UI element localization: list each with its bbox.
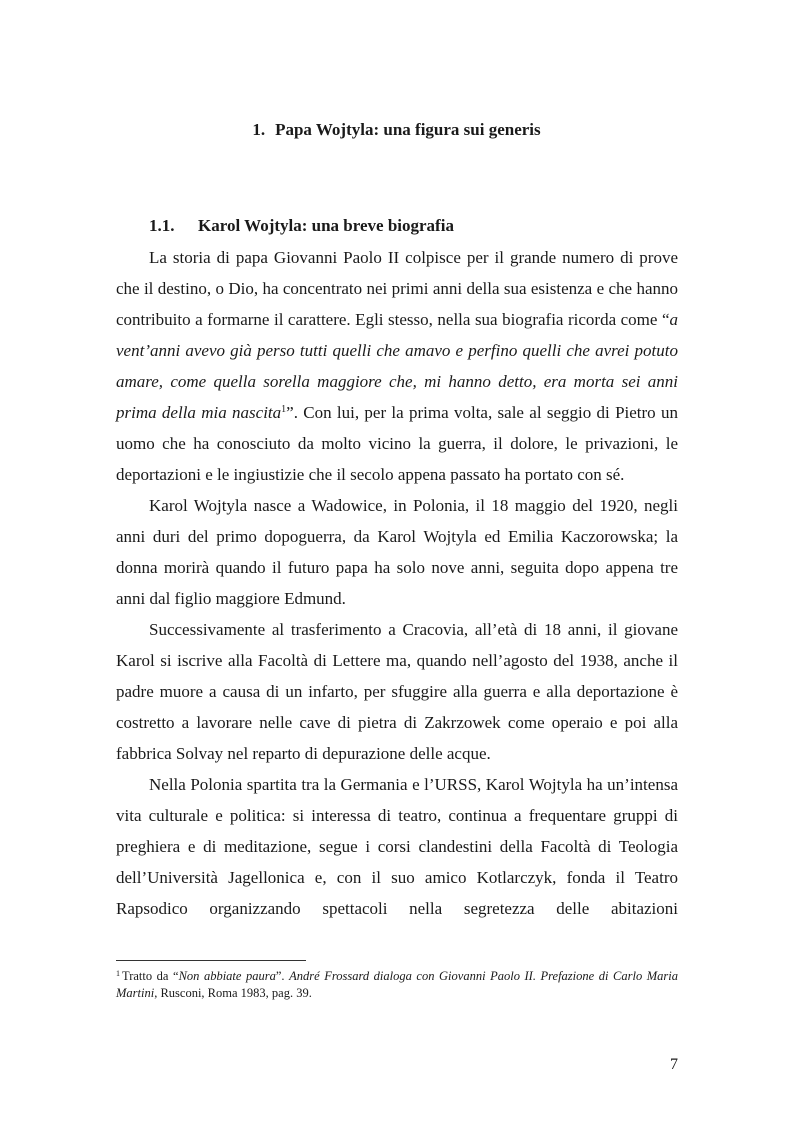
section-number: 1.1. <box>149 216 175 235</box>
footnote-divider <box>116 960 306 961</box>
chapter-title: Papa Wojtyla: una figura sui generis <box>275 120 541 139</box>
footnote-reference[interactable]: 1 <box>281 404 287 415</box>
paragraph-3: Successivamente al trasferimento a Cracovia, all’età di 18 anni, il giovane Karol si iscrive alla Facoltà di Lettere ma, quando nell’agosto del 1938, anche il padre muore a causa di un infarto, per sfuggire alla guerra e alla deportazione è costretto a lavorare nelle cave di pietra di Zakrzowek come operaio e poi alla fabbrica Solvay nel reparto di depurazione delle acque. <box>116 620 678 763</box>
section-title: Karol Wojtyla: una breve biografia <box>198 216 454 235</box>
footnote-number: 1 <box>116 969 120 978</box>
footnote-title: Non abbiate paura <box>178 969 276 983</box>
quote-italic: a vent’anni avevo già perso tutti quelli che amavo e perfino quelli che avrei potuto amare, come quella sorella maggiore che, mi hanno detto, era morta sei anni prima della mia nascita <box>116 310 678 422</box>
section-heading <box>149 216 454 236</box>
chapter-heading <box>0 120 793 140</box>
paragraph-4: Nella Polonia spartita tra la Germania e l’URSS, Karol Wojtyla ha un’intensa vita culturale e politica: si interessa di teatro, continua a frequentare gruppi di preghiera e di meditazione, segue i corsi clandestini della Facoltà di Teologia dell’Università Jagellonica e, con il suo amico Kotlarczyk, fonda il Teatro Rapsodico organizzando spettacoli nella segretezza delle abitazioni <box>116 775 678 918</box>
chapter-number: 1. <box>252 120 266 139</box>
paragraph-1: La storia di papa Giovanni Paolo II colpisce per il grande numero di prove che il destino, o Dio, ha concentrato nei primi anni della sua esistenza e che hanno contribuito a formarne il carattere. Egli stesso, nella sua biografia ricorda come “a vent’anni avevo già perso tutti quelli che amavo e perfino quelli che avrei potuto amare, come quella sorella maggiore che, mi hanno detto, era morta sei anni prima della mia nascita$^1$”. Con lui, per la prima volta, sale al seggio di Pietro un uomo che ha conosciuto da molto vicino la guerra, il dolore, le privazioni, le deportazioni e le ingiustizie che il secolo appena passato ha portato con sé. <box>116 248 678 484</box>
footnote: $^1$ Tratto da “Non abbiate paura”. André Frossard dialoga con Giovanni Paolo II. Prefazione di Carlo Maria Martini, Rusconi, Roma 1983, pag. 39. <box>116 969 678 1000</box>
paragraph-2: Karol Wojtyla nasce a Wadowice, in Polonia, il 18 maggio del 1920, negli anni duri del primo dopoguerra, da Karol Wojtyla ed Emilia Kaczorowska; la donna morirà quando il futuro papa ha solo nove anni, seguita dopo appena tre anni dal figlio maggiore Edmund. <box>116 496 678 608</box>
body-text <box>116 242 678 924</box>
page-number: 7 <box>670 1056 678 1073</box>
footnote-source: André Frossard dialoga con Giovanni Paolo II. Prefazione di Carlo Maria Martini <box>116 969 678 1000</box>
